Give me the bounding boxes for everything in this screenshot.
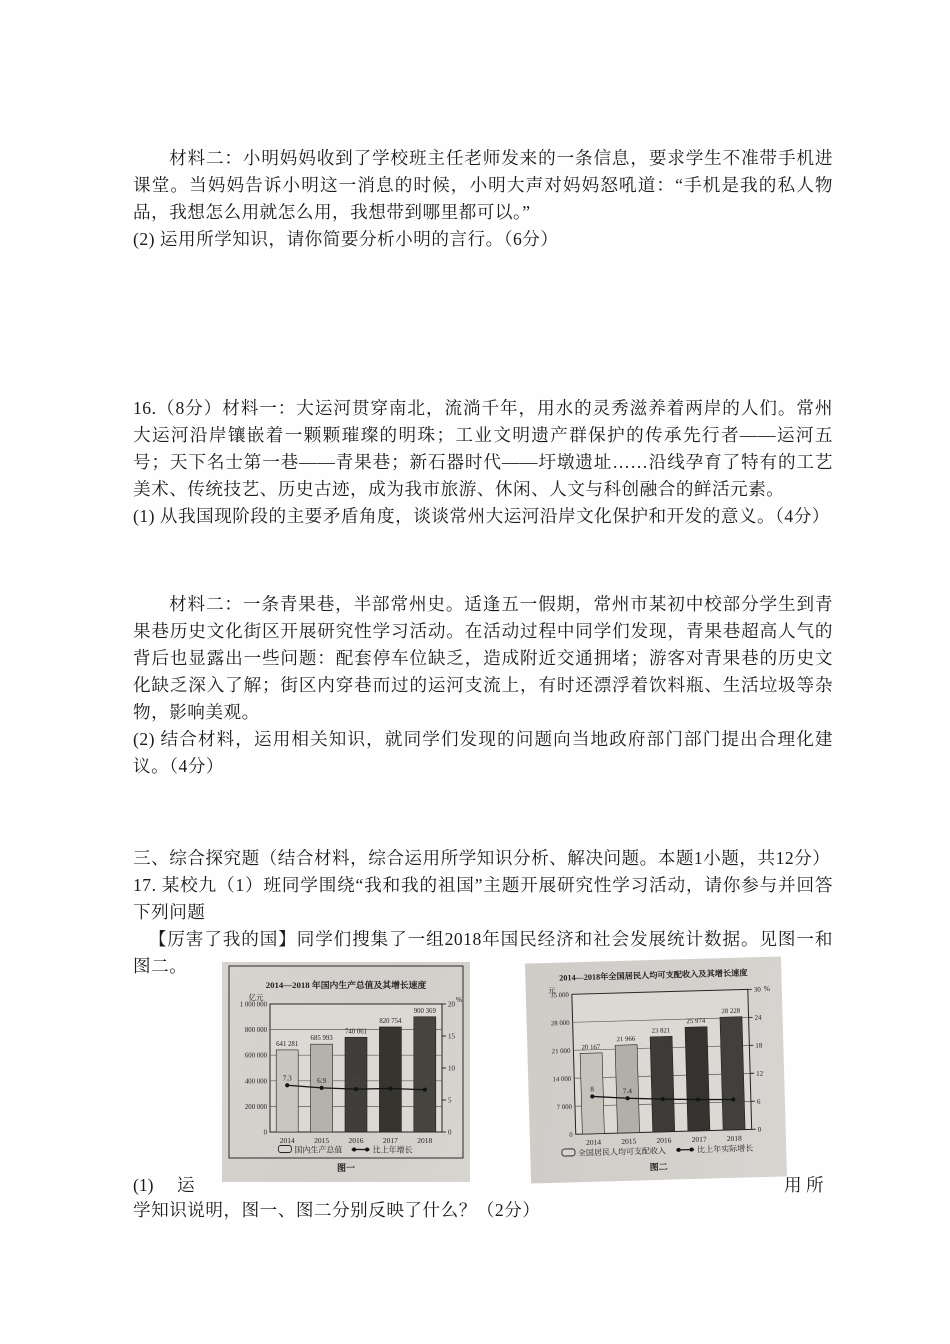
svg-text:国内生产总值: 国内生产总值	[294, 1145, 343, 1155]
svg-text:2015: 2015	[621, 1136, 637, 1146]
question17-sub1-line2-block	[133, 1197, 833, 1224]
svg-text:6.7: 6.7	[351, 1078, 361, 1087]
svg-text:25 974: 25 974	[686, 1017, 706, 1026]
question16-block	[133, 395, 833, 530]
svg-text:0: 0	[757, 1125, 762, 1134]
svg-text:6.5: 6.5	[728, 1088, 738, 1097]
svg-text:600 000: 600 000	[244, 1052, 267, 1060]
svg-text:12: 12	[756, 1069, 764, 1078]
svg-text:900 369: 900 369	[413, 1007, 436, 1015]
part3-heading: 三、综合探究题（结合材料，综合运用所学知识分析、解决问题。本题1小题，共12分）	[133, 848, 831, 868]
svg-text:%: %	[763, 983, 771, 993]
figure2-chart	[525, 956, 787, 1183]
svg-text:24: 24	[754, 1013, 762, 1022]
svg-text:2014: 2014	[585, 1137, 602, 1147]
svg-text:2018: 2018	[417, 1136, 433, 1145]
question17-sub1-number: (1)	[133, 1175, 154, 1195]
svg-text:2018: 2018	[726, 1133, 742, 1144]
svg-text:6: 6	[756, 1097, 761, 1106]
svg-text:2014—2018 年国内生产总值及其增长速度: 2014—2018 年国内生产总值及其增长速度	[265, 980, 427, 990]
svg-text:28 228: 28 228	[721, 1007, 741, 1016]
svg-text:比上年实际增长: 比上年实际增长	[697, 1143, 754, 1155]
svg-text:7.3: 7.3	[282, 1074, 292, 1083]
svg-text:7 000: 7 000	[556, 1103, 573, 1112]
question17-banner: 【厉害了我的国】同学们搜集了一组2018年国民经济和社会发展统计数据。见图一和图二。	[133, 929, 833, 976]
svg-text:图一: 图一	[336, 1163, 356, 1173]
question17-sub1-line2: 学知识说明，图一、图二分别反映了什么？（2分）	[133, 1200, 541, 1220]
svg-text:20: 20	[448, 1000, 455, 1009]
svg-text:2016: 2016	[656, 1135, 672, 1146]
svg-text:图二: 图二	[649, 1161, 668, 1173]
svg-text:0: 0	[448, 1128, 452, 1137]
svg-text:800 000: 800 000	[244, 1027, 267, 1035]
svg-text:2014—2018年全国居民人均可支配收入及其增长速度: 2014—2018年全国居民人均可支配收入及其增长速度	[559, 968, 748, 983]
svg-text:18: 18	[755, 1041, 763, 1050]
material2-qingguoxiang-text: 材料二：一条青果巷，半部常州史。适逢五一假期，常州市某初中校部分学生到青果巷历史文化街区开展研究性学习活动。在活动过程中同学们发现，青果巷超高人气的背后也显露出一些问题：配套停车位缺乏，造成附近交通拥堵；游客对青果巷的历史文化缺乏深入了解；街区内穿巷而过的运河支流上，有时还漂浮着饮料瓶、生活垃圾等杂物，影响美观。	[133, 594, 833, 722]
material2-qingguoxiang-block	[133, 591, 833, 780]
svg-text:2017: 2017	[691, 1134, 707, 1145]
svg-text:14 000: 14 000	[552, 1075, 572, 1084]
svg-text:7.4: 7.4	[622, 1087, 632, 1096]
question16-sub1: (1) 从我国现阶段的主要矛盾角度，谈谈常州大运河沿岸文化保护和开发的意义。（4分）	[133, 506, 830, 526]
question16-material1-text: 16.（8分）材料一：大运河贯穿南北，流淌千年，用水的灵秀滋养着两岸的人们。常州大运河沿岸镶嵌着一颗颗璀璨的明珠；工业文明遗产群保护的传承先行者——运河五号；天下名士第一巷——青果巷；新石器时代——圩墩遗址……沿线孕育了特有的工艺美术、传统技艺、历史古迹，成为我市旅游、休闲、人文与科创融合的鲜活元素。	[133, 398, 833, 499]
question17-sub1-char: 运	[177, 1175, 195, 1195]
svg-text:亿元: 亿元	[248, 993, 264, 1002]
svg-text:全国居民人均可支配收入: 全国居民人均可支配收入	[577, 1146, 667, 1158]
svg-text:21 000: 21 000	[551, 1047, 571, 1056]
svg-text:2017: 2017	[382, 1136, 398, 1145]
svg-text:%: %	[455, 995, 463, 1004]
svg-text:2015: 2015	[314, 1136, 330, 1145]
svg-text:6.9: 6.9	[317, 1076, 327, 1085]
svg-text:0: 0	[263, 1129, 267, 1137]
svg-text:5: 5	[448, 1096, 452, 1105]
svg-text:30: 30	[753, 985, 761, 994]
figure1-chart	[222, 962, 470, 1182]
question17-intro: 17. 某校九（1）班同学围绕“我和我的祖国”主题开展研究性学习活动，请你参与并回答下列问题	[133, 875, 833, 922]
svg-text:6.6: 6.6	[420, 1078, 430, 1087]
svg-text:元: 元	[547, 985, 556, 995]
question17-sub1-continue: 用 所	[784, 1175, 824, 1195]
svg-text:200 000: 200 000	[244, 1103, 267, 1111]
svg-text:2014: 2014	[279, 1136, 295, 1145]
material2-qingguoxiang-question: (2) 结合材料，运用相关知识，就同学们发现的问题向当地政府部门部门提出合理化建议。（4分）	[133, 729, 833, 776]
svg-text:1 000 000: 1 000 000	[239, 1001, 267, 1009]
material2-phone-block	[133, 145, 833, 253]
svg-text:23 821: 23 821	[651, 1027, 671, 1035]
svg-text:2016: 2016	[348, 1136, 364, 1145]
svg-text:比上年增长: 比上年增长	[372, 1145, 413, 1155]
svg-text:20 167: 20 167	[581, 1043, 601, 1052]
svg-text:35 000: 35 000	[550, 991, 569, 1000]
svg-text:28 000: 28 000	[550, 1019, 570, 1028]
svg-text:8: 8	[590, 1085, 595, 1094]
svg-text:740 061: 740 061	[344, 1028, 368, 1036]
svg-text:685 993: 685 993	[310, 1035, 333, 1043]
material2-phone-question: (2) 运用所学知识，请你简要分析小明的言行。（6分）	[133, 229, 559, 249]
svg-text:10: 10	[448, 1064, 455, 1073]
svg-text:641 281: 641 281	[276, 1040, 299, 1048]
svg-text:15: 15	[448, 1032, 455, 1041]
material2-phone-text: 材料二：小明妈妈收到了学校班主任老师发来的一条信息，要求学生不准带手机进课堂。当妈妈告诉小明这一消息的时候，小明大声对妈妈怒吼道：“手机是我的私人物品，我想怎么用就怎么用，我想带到哪里都可以。”	[133, 148, 833, 222]
svg-text:400 000: 400 000	[244, 1078, 267, 1086]
svg-text:0: 0	[569, 1131, 573, 1139]
svg-text:820 754: 820 754	[379, 1017, 402, 1025]
svg-text:21 966: 21 966	[616, 1035, 636, 1044]
